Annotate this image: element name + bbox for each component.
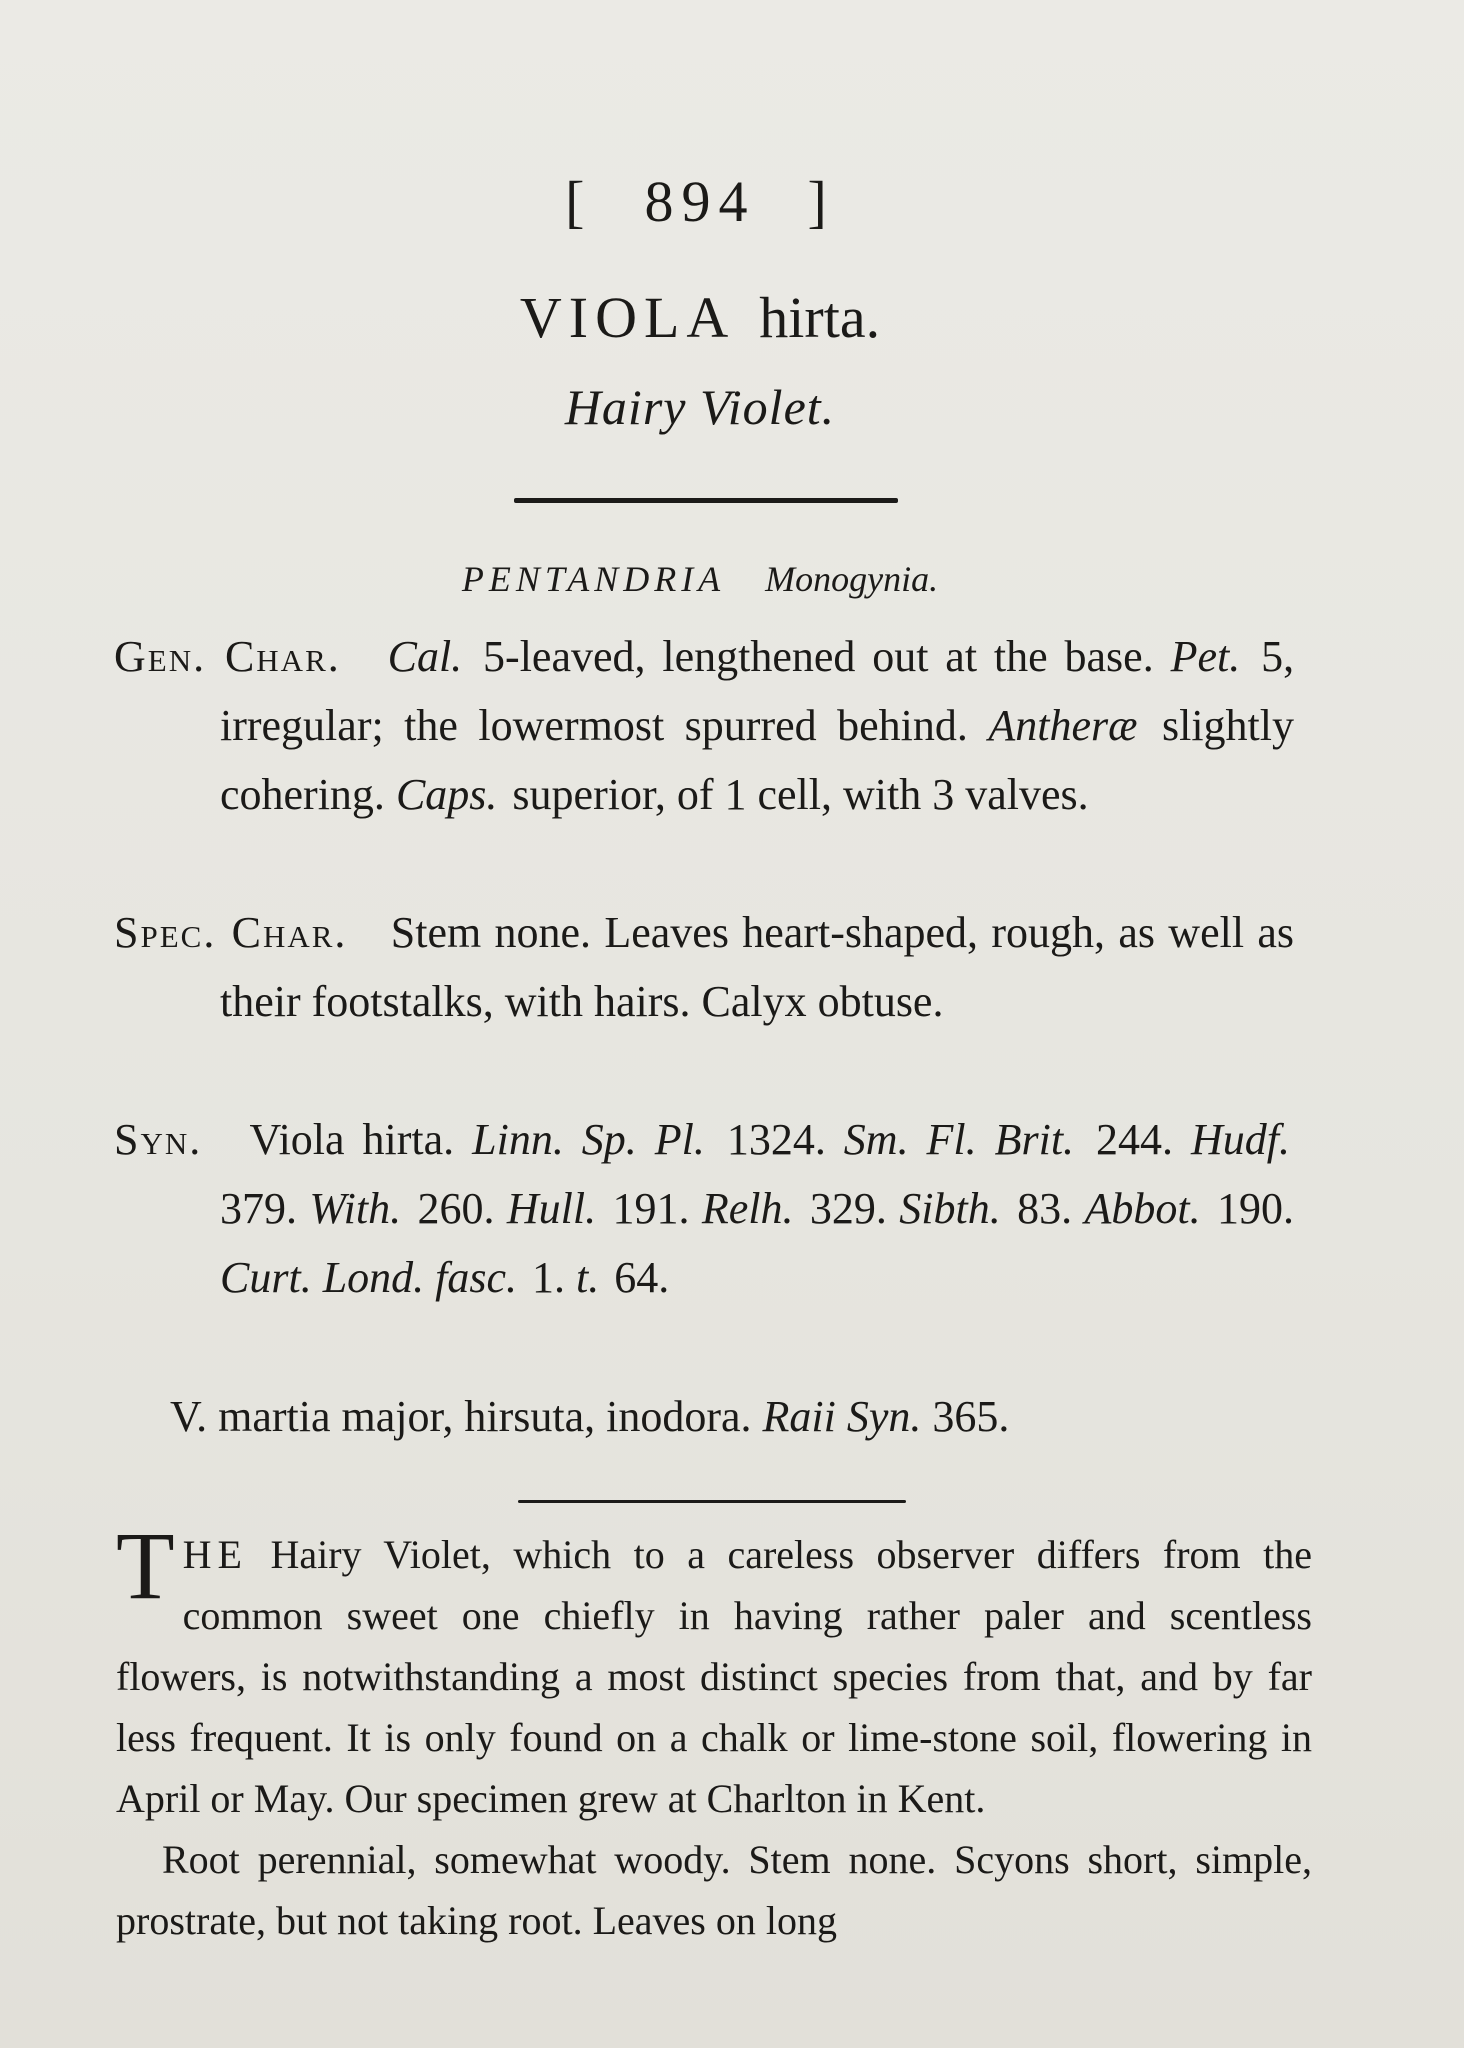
- syn-ref-raii-num: 365.: [932, 1392, 1010, 1441]
- syn-line2-text: V. martia major, hirsuta, inodora.: [170, 1392, 752, 1441]
- gen-char-text-1: 5-leaved, lengthened out at the base.: [483, 632, 1154, 681]
- spec-char-label: Spec. Char.: [114, 908, 348, 957]
- description-paragraph-1: [116, 1512, 1313, 1829]
- gen-char-anth: Antheræ: [988, 701, 1138, 750]
- title-divider: [514, 498, 898, 503]
- synonymy-line-2: [170, 1382, 1294, 1451]
- species-epithet: hirta.: [759, 285, 881, 350]
- description-paragraph-2: Root perennial, somewhat woody. Stem none. Scyons short, simple, prostrate, but not taking root. Leaves on long: [116, 1837, 1312, 1943]
- species-title: [0, 284, 1400, 351]
- syn-ref-raii: Raii Syn.: [762, 1392, 922, 1441]
- syn-ref-linn: Linn. Sp. Pl.: [472, 1115, 705, 1164]
- syn-label: Syn.: [114, 1115, 203, 1164]
- gen-char-pet: Pet.: [1170, 632, 1241, 681]
- description-text: [116, 1512, 1313, 1951]
- syn-ref-relh: Relh.: [701, 1184, 794, 1233]
- syn-ref-abbot-num: 190.: [1217, 1184, 1295, 1233]
- syn-ref-t-num: 64.: [614, 1253, 670, 1302]
- linnaean-classification: [0, 558, 1400, 600]
- page-number: [0, 168, 1400, 235]
- class-name: PENTANDRIA: [461, 559, 726, 599]
- genus-name: VIOLA: [519, 285, 736, 350]
- lead-in: HE: [182, 1532, 248, 1577]
- syn-ref-curt-num: 1.: [532, 1253, 566, 1302]
- order-name: Monogynia.: [765, 559, 939, 599]
- bracket-close: ]: [807, 169, 835, 234]
- syn-ref-hull: Hull.: [506, 1184, 597, 1233]
- syn-ref-sibth-num: 83.: [1017, 1184, 1073, 1233]
- syn-name: Viola hirta.: [249, 1115, 455, 1164]
- gen-char-text-2: 5, irregular; the lowermost spurred behind.: [220, 632, 1295, 750]
- syn-ref-sm: Sm. Fl. Brit.: [843, 1115, 1075, 1164]
- generic-character: [114, 622, 1294, 829]
- gen-char-text-4: superior, of 1 cell, with 3 valves.: [512, 770, 1089, 819]
- syn-ref-sm-num: 244.: [1096, 1115, 1174, 1164]
- section-divider: [518, 1500, 906, 1503]
- common-name: Hairy Violet.: [564, 379, 836, 435]
- gen-char-cal: Cal.: [387, 632, 463, 681]
- syn-ref-hudf-num: 379.: [220, 1184, 297, 1233]
- paragraph-1-text: Hairy Violet, which to a careless observer differs from the common sweet one chiefly in having rather paler and scentless flowers, is notwithstanding a most distinct species from that, and by far less frequent. It is only found on a chalk or lime-stone soil, flowering in April or May. Our specimen grew at Charlton in Kent.: [116, 1532, 1313, 1821]
- specific-character: [114, 898, 1294, 1036]
- gen-char-text-3: slightly cohering.: [220, 701, 1295, 819]
- syn-ref-sibth: Sibth.: [899, 1184, 1001, 1233]
- syn-ref-with: With.: [309, 1184, 402, 1233]
- syn-ref-relh-num: 329.: [809, 1184, 887, 1233]
- syn-ref-hudf: Hudf.: [1191, 1115, 1290, 1164]
- syn-ref-curt: Curt. Lond. fasc.: [220, 1253, 518, 1302]
- syn-ref-t: t.: [576, 1253, 600, 1302]
- syn-ref-hull-num: 191.: [612, 1184, 690, 1233]
- bracket-open: [: [565, 169, 593, 234]
- synonymy: [114, 1105, 1294, 1312]
- syn-ref-linn-num: 1324.: [726, 1115, 826, 1164]
- gen-char-label: Gen. Char.: [114, 632, 341, 681]
- page-number-value: 894: [644, 169, 756, 234]
- syn-ref-abbot: Abbot.: [1084, 1184, 1201, 1233]
- drop-cap: T: [116, 1512, 175, 1619]
- syn-ref-with-num: 260.: [417, 1184, 495, 1233]
- gen-char-caps: Caps.: [395, 770, 498, 819]
- spec-char-text: Stem none. Leaves heart-shaped, rough, as well as their footstalks, with hairs. Calyx obtuse.: [220, 908, 1295, 1026]
